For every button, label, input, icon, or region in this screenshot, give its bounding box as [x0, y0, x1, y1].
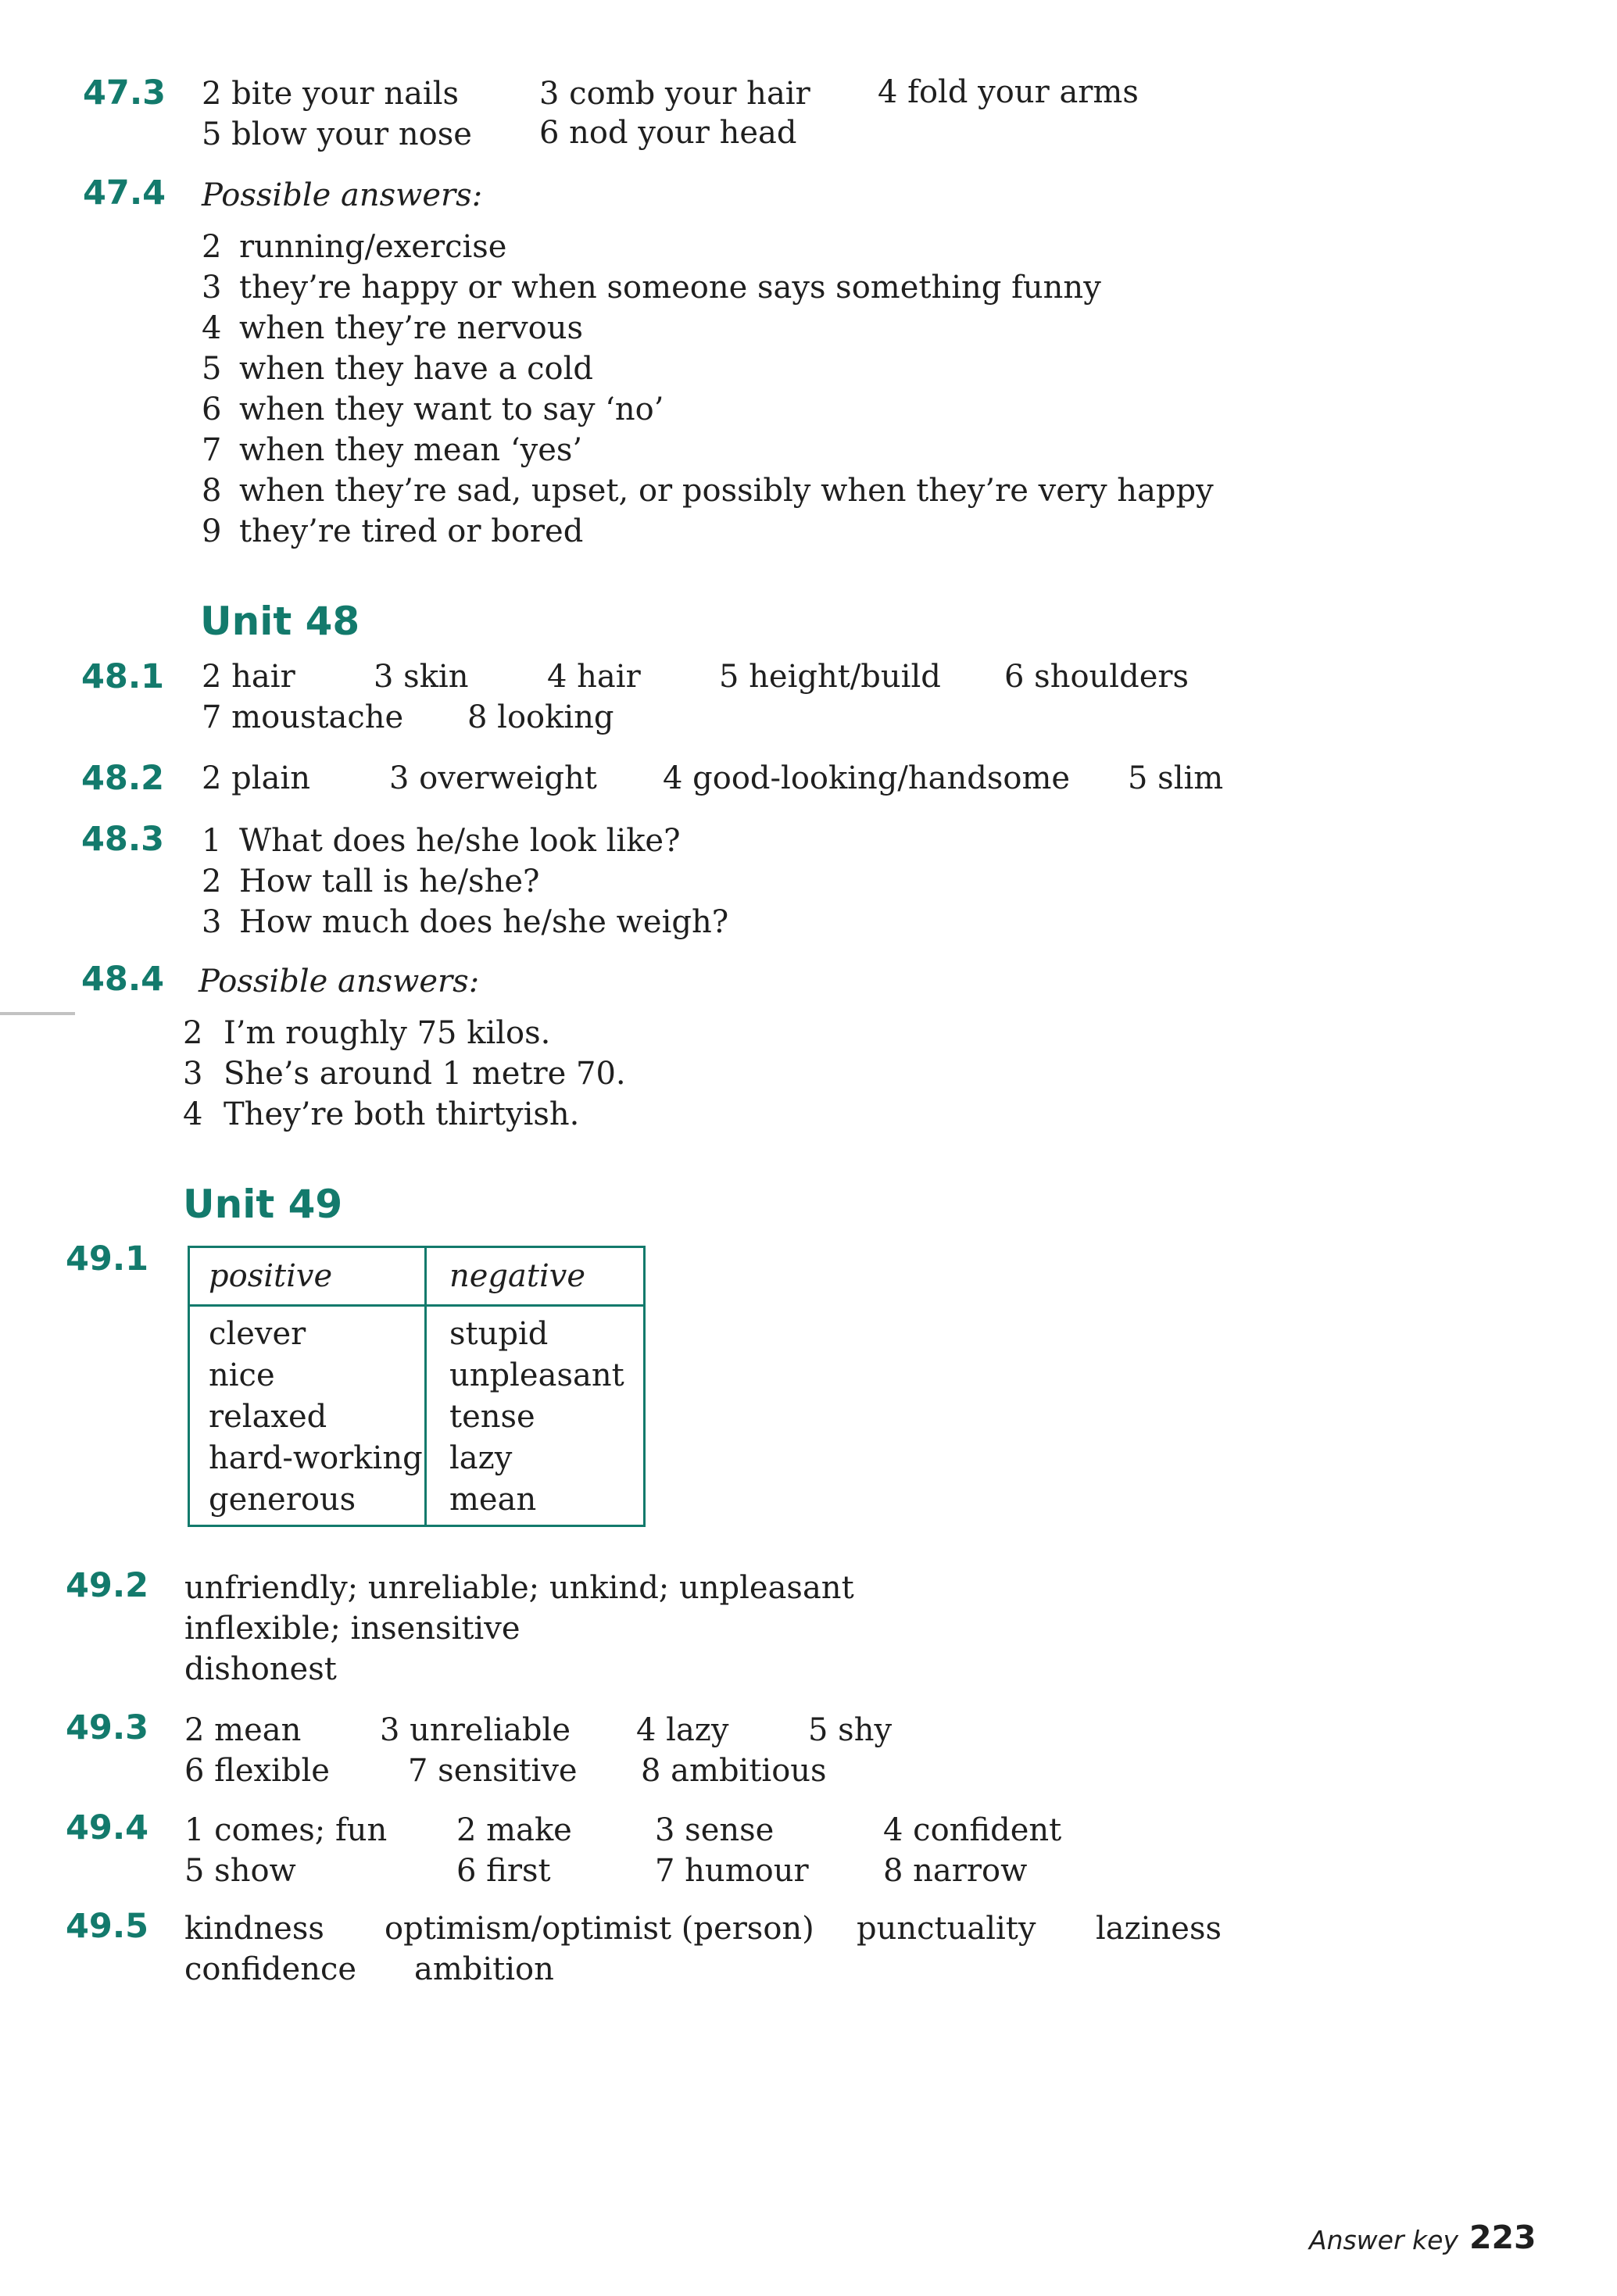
table-divider [424, 1248, 427, 1525]
answer-item: 3 sense [655, 1812, 775, 1848]
answer-item: optimism/optimist (person) [385, 1911, 814, 1947]
answer-item: 8 ambitious [641, 1753, 827, 1789]
answer-item: 6 shoulders [1004, 659, 1189, 695]
answer-item: 6 first [456, 1853, 551, 1889]
positive-column [209, 1318, 423, 1525]
table-cell: nice [209, 1357, 275, 1393]
answer-item: 2 make [456, 1812, 572, 1848]
answer-line: 2 I’m roughly 75 kilos. [183, 1015, 551, 1051]
answer-line: 3 How much does he/she weigh? [202, 904, 729, 940]
exercise-47-3-number: 47.3 [83, 73, 166, 113]
answer-item: 8 narrow [883, 1853, 1028, 1889]
exercise-49-5-number: 49.5 [66, 1907, 149, 1946]
possible-answers-label: Possible answers: [199, 964, 480, 1000]
answer-item: laziness [1096, 1911, 1222, 1947]
table-cell: hard-working [209, 1440, 423, 1476]
footer-section-label: Answer key [1309, 2225, 1458, 2255]
answer-item: 8 looking [467, 699, 614, 735]
positive-negative-table [188, 1246, 646, 1527]
table-header-rule [190, 1304, 643, 1307]
answer-item: 3 unreliable [380, 1712, 571, 1748]
table-cell: clever [209, 1316, 306, 1352]
exercise-48-3-number: 48.3 [81, 820, 165, 859]
answer-item: 5 show [184, 1853, 296, 1889]
margin-mark [0, 1012, 75, 1015]
answer-item: 5 height/build [719, 659, 941, 695]
answer-item: 4 lazy [636, 1712, 729, 1748]
answer-item: 4 good-looking/handsome [663, 760, 1071, 796]
answer-line: 3 She’s around 1 metre 70. [183, 1056, 626, 1092]
answer-line: 8 when they’re sad, upset, or possibly when they’re very happy [202, 473, 1214, 509]
answer-item: 6 nod your head [539, 115, 797, 151]
answer-line: unfriendly; unreliable; unkind; unpleasant [184, 1570, 854, 1606]
exercise-47-4-number: 47.4 [83, 173, 166, 213]
answer-line: 7 when they mean ‘yes’ [202, 432, 583, 468]
exercise-48-1-number: 48.1 [81, 657, 165, 696]
exercise-49-1-number: 49.1 [66, 1239, 149, 1279]
table-cell: mean [449, 1482, 537, 1518]
answer-line: dishonest [184, 1651, 337, 1687]
table-header-negative: negative [449, 1258, 586, 1294]
answer-line: 4 They’re both thirtyish. [183, 1096, 580, 1132]
answer-item: confidence [184, 1951, 357, 1987]
answer-item: 7 humour [655, 1853, 809, 1889]
exercise-49-4-number: 49.4 [66, 1808, 149, 1847]
answer-item: 5 slim [1128, 760, 1224, 796]
answer-item: 1 comes; fun [184, 1812, 388, 1848]
answer-item: 4 confident [883, 1812, 1062, 1848]
answer-item: 7 sensitive [408, 1753, 578, 1789]
answer-line: 9 they’re tired or bored [202, 513, 584, 549]
answer-item: 4 fold your arms [878, 74, 1139, 110]
answer-item: 6 flexible [184, 1753, 330, 1789]
answer-item: 2 plain [202, 760, 310, 796]
answer-item: 3 comb your hair [539, 76, 810, 112]
answer-item: 2 mean [184, 1712, 302, 1748]
answer-item: 4 hair [547, 659, 641, 695]
answer-line: inflexible; insensitive [184, 1611, 521, 1647]
table-cell: generous [209, 1482, 356, 1518]
unit-48-heading: Unit 48 [200, 599, 360, 644]
answer-line: 5 when they have a cold [202, 351, 594, 387]
table-cell: tense [449, 1399, 535, 1435]
table-header-positive: positive [209, 1258, 333, 1294]
answer-line: 2 running/exercise [202, 229, 507, 265]
table-cell: stupid [449, 1316, 549, 1352]
answer-line: 6 when they want to say ‘no’ [202, 392, 664, 427]
answer-item: 3 skin [374, 659, 469, 695]
answer-item: punctuality [857, 1911, 1036, 1947]
negative-column [449, 1318, 624, 1525]
answer-item: 3 overweight [389, 760, 597, 796]
page-number: 223 [1469, 2219, 1537, 2256]
exercise-48-2-number: 48.2 [81, 759, 165, 798]
exercise-49-2-number: 49.2 [66, 1566, 149, 1605]
answer-line: 2 How tall is he/she? [202, 864, 540, 899]
exercise-49-3-number: 49.3 [66, 1708, 149, 1747]
answer-item: 2 bite your nails [202, 76, 460, 112]
answer-item: 5 shy [808, 1712, 893, 1748]
answer-line: 1 What does he/she look like? [202, 823, 681, 859]
answer-line: 4 when they’re nervous [202, 310, 583, 346]
exercise-48-4-number: 48.4 [81, 960, 165, 999]
possible-answers-label: Possible answers: [202, 177, 483, 213]
answer-item: 2 hair [202, 659, 295, 695]
answer-item: 5 blow your nose [202, 116, 472, 152]
table-cell: lazy [449, 1440, 513, 1476]
table-cell: unpleasant [449, 1357, 624, 1393]
answer-item: 7 moustache [202, 699, 404, 735]
answer-line: 3 they’re happy or when someone says something funny [202, 270, 1101, 306]
answer-item: kindness [184, 1911, 324, 1947]
table-cell: relaxed [209, 1399, 327, 1435]
answer-item: ambition [414, 1951, 554, 1987]
unit-49-heading: Unit 49 [183, 1182, 343, 1227]
